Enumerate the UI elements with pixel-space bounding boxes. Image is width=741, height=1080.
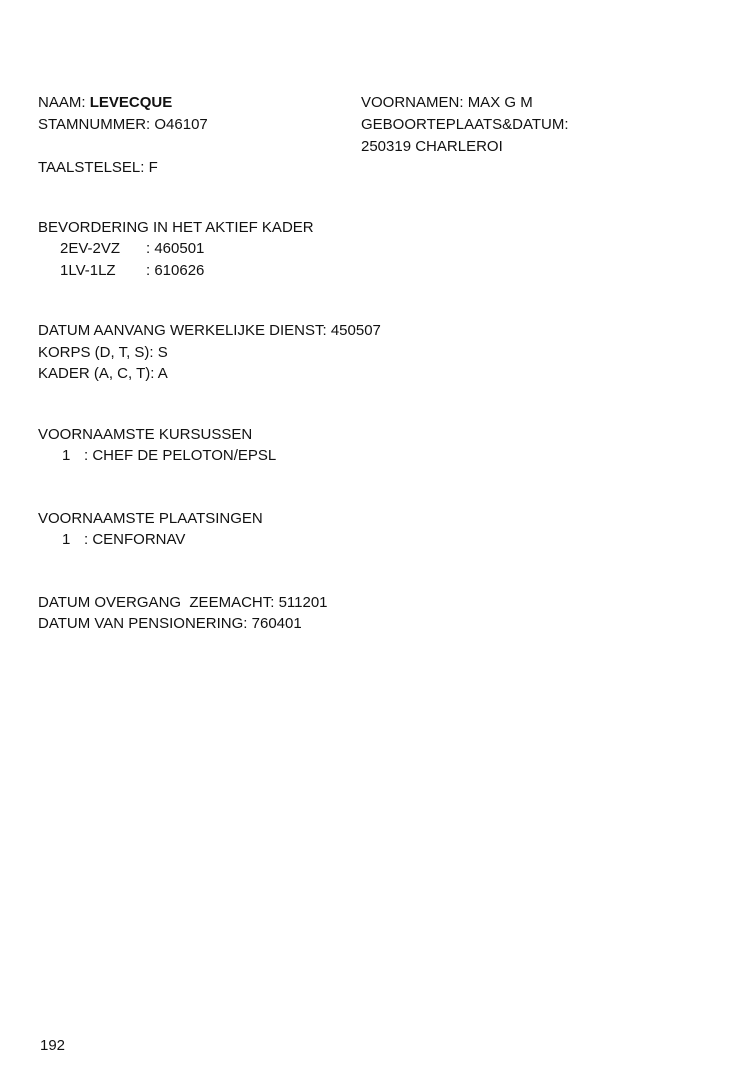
kursus-num: 1 [62, 447, 71, 464]
taalstelsel-value: F [148, 159, 158, 176]
geboorte-value: 250319 CHARLEROI [361, 138, 503, 155]
kursussen-title: VOORNAAMSTE KURSUSSEN [38, 426, 253, 443]
taalstelsel-label: TAALSTELSEL: [38, 159, 145, 176]
plaatsing-num: 1 [62, 531, 71, 548]
korps-line: KORPS (D, T, S): S [38, 344, 168, 361]
naam-value: LEVECQUE [89, 94, 173, 111]
voornamen-line [361, 93, 533, 113]
stamnummer-line [38, 115, 208, 135]
voornamen-label: VOORNAMEN: [361, 94, 464, 111]
taalstelsel-line [38, 158, 158, 178]
plaatsing-text: : CENFORNAV [84, 531, 186, 548]
grade-date: : 460501 [146, 240, 205, 257]
kursus-text: : CHEF DE PELOTON/EPSL [84, 447, 277, 464]
bevordering-title: BEVORDERING IN HET AKTIEF KADER [38, 219, 314, 236]
overgang-zeemacht: DATUM OVERGANG ZEEMACHT: 511201 [38, 594, 328, 611]
naam-line [38, 93, 172, 113]
naam-label: NAAM: [38, 94, 86, 111]
kader-line: KADER (A, C, T): A [38, 365, 168, 382]
stamnummer-label: STAMNUMMER: [38, 116, 151, 133]
grade-key: 1LV-1LZ [60, 262, 116, 279]
grade-key: 2EV-2VZ [60, 240, 121, 257]
stamnummer-value: O46107 [154, 116, 208, 133]
bevordering-row [60, 261, 204, 281]
page-number: 192 [40, 1037, 66, 1054]
kursus-item [62, 446, 276, 466]
voornamen-value: MAX G M [467, 94, 533, 111]
pensionering: DATUM VAN PENSIONERING: 760401 [38, 615, 302, 632]
aanvang-dienst: DATUM AANVANG WERKELIJKE DIENST: 450507 [38, 322, 381, 339]
grade-date: : 610626 [146, 262, 205, 279]
geboorte-label: GEBOORTEPLAATS&DATUM: [361, 116, 569, 133]
plaatsingen-title: VOORNAAMSTE PLAATSINGEN [38, 510, 263, 527]
plaatsing-item [62, 530, 185, 550]
bevordering-row [60, 239, 204, 259]
